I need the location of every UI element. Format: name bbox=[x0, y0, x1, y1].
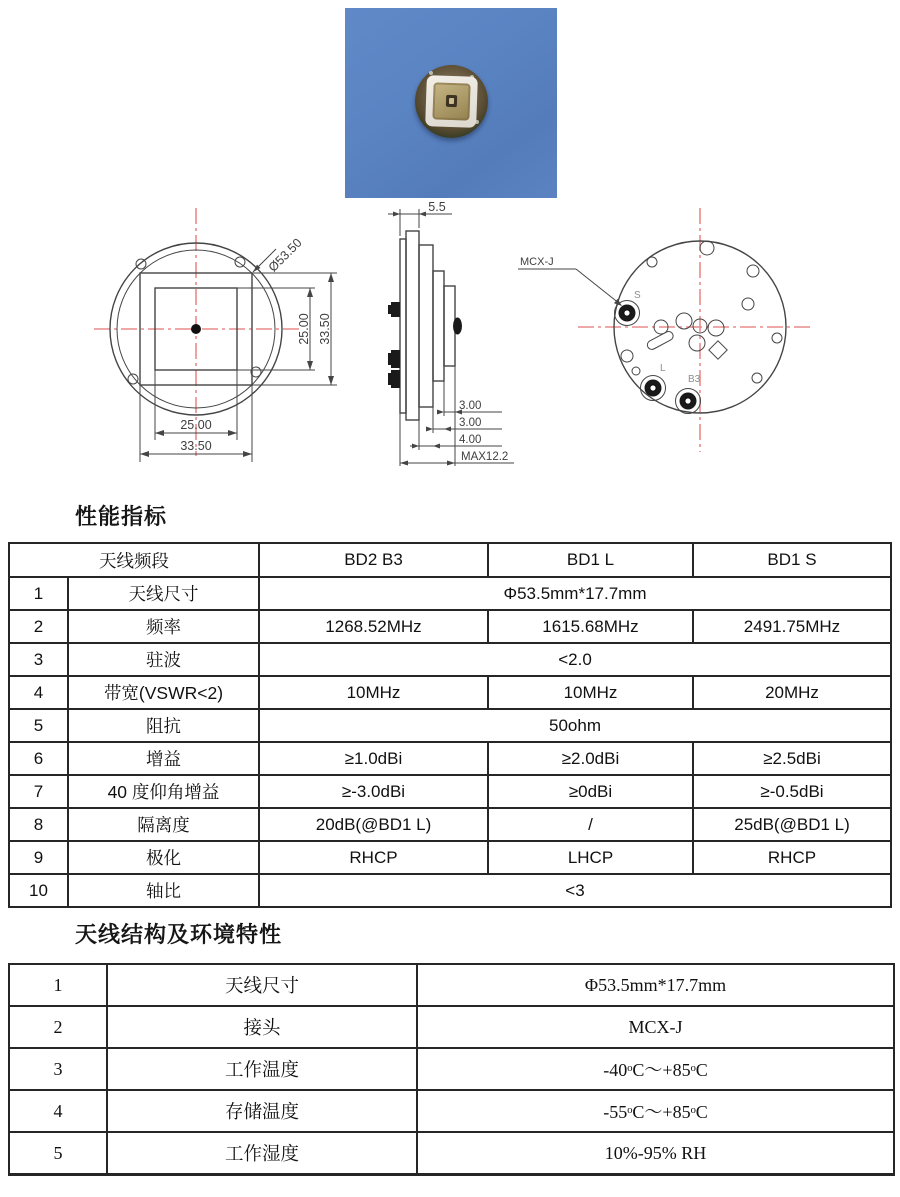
row-value: ≥1.0dBi bbox=[259, 742, 488, 775]
row-value: 2491.75MHz bbox=[693, 610, 891, 643]
screw-hole bbox=[235, 257, 245, 267]
ceramic-patch bbox=[425, 75, 478, 128]
row-no: 10 bbox=[9, 874, 68, 907]
row-name: 极化 bbox=[68, 841, 259, 874]
row-value: ≥-0.5dBi bbox=[693, 775, 891, 808]
row-value: 1268.52MHz bbox=[259, 610, 488, 643]
dim-thickness-2: 3.00 bbox=[459, 417, 482, 429]
table-row bbox=[9, 775, 891, 808]
row-value: ≥2.5dBi bbox=[693, 742, 891, 775]
feed-slot bbox=[446, 95, 457, 107]
connector-profile bbox=[391, 370, 400, 388]
structure-title: 天线结构及环境特性 bbox=[75, 922, 283, 947]
row-no: 2 bbox=[9, 1006, 107, 1048]
table-row bbox=[9, 742, 891, 775]
row-value: Φ53.5mm*17.7mm bbox=[417, 964, 894, 1006]
structure-table bbox=[8, 963, 895, 1176]
row-value: ≥-3.0dBi bbox=[259, 775, 488, 808]
header-band: 天线频段 bbox=[9, 543, 259, 577]
feed-point bbox=[191, 324, 201, 334]
row-name: 存储温度 bbox=[107, 1090, 417, 1132]
row-name: 天线尺寸 bbox=[68, 577, 259, 610]
connector-type-label: MCX-J bbox=[520, 256, 554, 268]
row-value: 20MHz bbox=[693, 676, 891, 709]
row-no: 5 bbox=[9, 1132, 107, 1175]
row-name: 驻波 bbox=[68, 643, 259, 676]
table-row bbox=[9, 610, 891, 643]
row-value: RHCP bbox=[259, 841, 488, 874]
row-no: 7 bbox=[9, 775, 68, 808]
connector-profile bbox=[391, 302, 400, 317]
row-value: / bbox=[488, 808, 693, 841]
row-no: 4 bbox=[9, 676, 68, 709]
performance-table bbox=[8, 542, 892, 908]
row-value: ≥0dBi bbox=[488, 775, 693, 808]
table-row bbox=[9, 874, 891, 907]
row-value: 25dB(@BD1 L) bbox=[693, 808, 891, 841]
row-value: -40ᵒC～+85ᵒC bbox=[417, 1048, 894, 1090]
dim-thickness-1: 3.00 bbox=[459, 400, 482, 412]
connector-profile bbox=[391, 350, 400, 368]
row-no: 5 bbox=[9, 709, 68, 742]
header-bd1l: BD1 L bbox=[488, 543, 693, 577]
row-no: 9 bbox=[9, 841, 68, 874]
table-row bbox=[9, 808, 891, 841]
screw-hole bbox=[128, 374, 138, 384]
row-name: 工作温度 bbox=[107, 1048, 417, 1090]
dim-stack-offset: 5.5 bbox=[428, 200, 446, 214]
port-b3-label: B3 bbox=[688, 374, 701, 385]
row-no: 3 bbox=[9, 1048, 107, 1090]
antenna-disc bbox=[415, 65, 488, 138]
row-value: 10MHz bbox=[259, 676, 488, 709]
row-no: 4 bbox=[9, 1090, 107, 1132]
port-b3-connector bbox=[676, 389, 701, 414]
row-value: ≥2.0dBi bbox=[488, 742, 693, 775]
dim-diameter: Ø53.50 bbox=[265, 235, 305, 275]
row-value: MCX-J bbox=[417, 1006, 894, 1048]
row-no: 2 bbox=[9, 610, 68, 643]
row-no: 8 bbox=[9, 808, 68, 841]
row-name: 隔离度 bbox=[68, 808, 259, 841]
row-value-span: 50ohm bbox=[259, 709, 891, 742]
gold-patch bbox=[432, 82, 470, 120]
back-view-drawing bbox=[518, 208, 812, 452]
table-row bbox=[9, 709, 891, 742]
row-name: 天线尺寸 bbox=[107, 964, 417, 1006]
row-name: 接头 bbox=[107, 1006, 417, 1048]
row-value: 20dB(@BD1 L) bbox=[259, 808, 488, 841]
feed-pin bbox=[449, 98, 454, 104]
row-no: 1 bbox=[9, 964, 107, 1006]
dim-patch-base-width: 33.50 bbox=[180, 439, 212, 453]
table-row bbox=[9, 643, 891, 676]
dim-max-height: MAX12.2 bbox=[461, 451, 509, 463]
row-value: 10MHz bbox=[488, 676, 693, 709]
front-view-drawing bbox=[94, 208, 337, 462]
diamond-cutout bbox=[709, 341, 727, 359]
row-name: 轴比 bbox=[68, 874, 259, 907]
side-view-drawing bbox=[388, 200, 514, 466]
row-value-span: <2.0 bbox=[259, 643, 891, 676]
row-value-span: <3 bbox=[259, 874, 891, 907]
row-value: -55ᵒC～+85ᵒC bbox=[417, 1090, 894, 1132]
row-name: 增益 bbox=[68, 742, 259, 775]
dim-patch-top-width: 25.00 bbox=[180, 418, 212, 432]
table-row bbox=[9, 577, 891, 610]
performance-title: 性能指标 bbox=[75, 504, 168, 529]
table-row bbox=[9, 1048, 894, 1090]
row-value: RHCP bbox=[693, 841, 891, 874]
row-name: 频率 bbox=[68, 610, 259, 643]
row-value: 1615.68MHz bbox=[488, 610, 693, 643]
row-name: 工作湿度 bbox=[107, 1132, 417, 1175]
side-feed-bump bbox=[453, 318, 462, 335]
table-row bbox=[9, 1006, 894, 1048]
row-name: 带宽(VSWR<2) bbox=[68, 676, 259, 709]
technical-drawings bbox=[0, 200, 900, 500]
row-value-span: Φ53.5mm*17.7mm bbox=[259, 577, 891, 610]
port-s-label: S bbox=[634, 290, 641, 301]
row-name: 40 度仰角增益 bbox=[68, 775, 259, 808]
table-row bbox=[9, 1090, 894, 1132]
table-header-row bbox=[9, 543, 891, 577]
port-l-connector bbox=[641, 376, 666, 401]
row-no: 6 bbox=[9, 742, 68, 775]
table-row bbox=[9, 841, 891, 874]
dim-thickness-3: 4.00 bbox=[459, 434, 482, 446]
port-l-label: L bbox=[660, 363, 666, 374]
header-bd2b3: BD2 B3 bbox=[259, 543, 488, 577]
row-value: LHCP bbox=[488, 841, 693, 874]
antenna-photo bbox=[345, 8, 557, 198]
row-no: 1 bbox=[9, 577, 68, 610]
table-row bbox=[9, 676, 891, 709]
row-value: 10%-95% RH bbox=[417, 1132, 894, 1175]
screw-hole bbox=[136, 259, 146, 269]
row-no: 3 bbox=[9, 643, 68, 676]
row-name: 阻抗 bbox=[68, 709, 259, 742]
header-bd1s: BD1 S bbox=[693, 543, 891, 577]
table-row bbox=[9, 964, 894, 1006]
table-row bbox=[9, 1132, 894, 1175]
dim-patch-top-height: 25.00 bbox=[297, 313, 311, 345]
dim-patch-base-height: 33.50 bbox=[318, 313, 332, 345]
